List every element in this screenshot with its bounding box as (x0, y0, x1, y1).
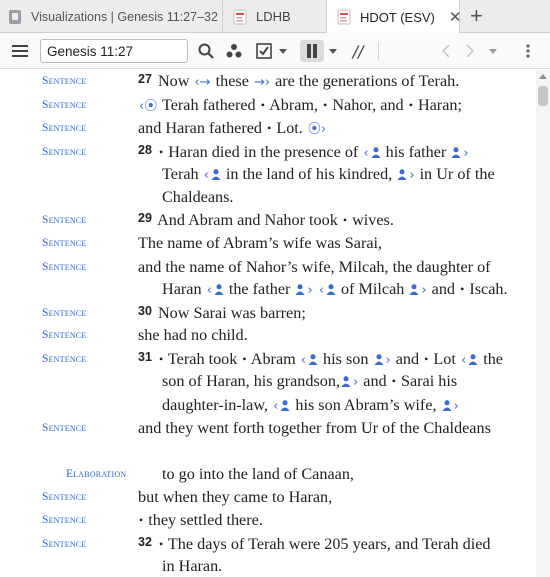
person-icon[interactable] (397, 169, 407, 180)
arrow-left-icon[interactable]: ‹→ (194, 75, 211, 90)
bracket-close: › (409, 168, 415, 183)
line-text: to go into the land of Canaan, (162, 465, 354, 483)
verse-number[interactable]: 29 (138, 211, 152, 225)
reference-input[interactable] (40, 39, 188, 63)
text-line (0, 232, 536, 255)
verse-number[interactable]: 27 (138, 72, 152, 86)
verse-number[interactable]: 30 (138, 304, 152, 318)
sentence-tag[interactable]: Sentence (42, 122, 87, 134)
line-text: • they settled there. (139, 511, 263, 529)
bullet: • (323, 98, 328, 112)
bracket-close: › (421, 283, 427, 298)
tab-ldhb[interactable] (222, 0, 326, 33)
line-text: 32 • The days of Terah were 205 years, and Terah died (138, 535, 491, 553)
bracket-open: ‹ (203, 168, 209, 183)
text-line (0, 278, 536, 301)
text-line (0, 302, 536, 325)
toolbar-divider (378, 42, 379, 60)
target-close-icon[interactable]: ⦿› (307, 122, 327, 137)
close-icon[interactable]: ✕ (448, 9, 462, 26)
scroll-up-arrow[interactable] (539, 74, 547, 79)
tab-hdot-esv[interactable] (326, 0, 460, 34)
bullet: • (267, 121, 272, 135)
bullet: • (460, 282, 465, 296)
search-icon[interactable] (196, 40, 216, 62)
sentence-tag[interactable]: Sentence (42, 329, 87, 341)
dropdown-icon[interactable] (276, 40, 290, 62)
bullet: • (391, 374, 396, 388)
line-text: daughter-in-law, ‹ his son Abram’s wife, › (162, 396, 459, 414)
new-tab-button[interactable]: + (470, 3, 483, 28)
line-text: and Haran fathered • Lot. ⦿› (138, 119, 327, 137)
tab-label: HDOT (ESV) (360, 9, 435, 25)
person-icon[interactable] (295, 284, 305, 295)
sentence-tag[interactable]: Sentence (42, 353, 87, 365)
target-open-icon[interactable]: ‹⦿ (139, 99, 158, 114)
person-icon[interactable] (451, 147, 461, 158)
bullet: • (424, 352, 429, 366)
line-text: son of Haran, his grandson, › and • Sarai his (162, 372, 458, 390)
arrow-right-icon[interactable]: →› (253, 75, 271, 90)
sentence-tag[interactable]: Sentence (42, 307, 87, 319)
bullet: • (139, 513, 144, 527)
back-icon[interactable] (436, 40, 456, 62)
person-icon[interactable] (371, 147, 381, 158)
sentence-tag[interactable]: Sentence (42, 422, 87, 434)
forward-icon[interactable] (460, 40, 480, 62)
bracket-close: › (453, 399, 459, 414)
sentence-tag[interactable]: Sentence (42, 491, 87, 503)
text-line (0, 141, 536, 164)
text-line (0, 370, 536, 393)
line-text: she had no child. (138, 326, 248, 344)
person-icon[interactable] (280, 400, 290, 411)
bracket-close: › (307, 283, 313, 298)
bracket-open: ‹ (273, 399, 279, 414)
bracket-open: ‹ (460, 353, 467, 368)
bullet: • (242, 352, 247, 366)
line-text: 31 • Terah took • Abram ‹ his son › and • Lot ‹ the (138, 350, 503, 368)
text-line (0, 209, 536, 232)
scrollbar-thumb[interactable] (538, 86, 548, 106)
verse-number[interactable]: 31 (138, 350, 152, 364)
checklist-icon[interactable] (254, 40, 274, 62)
line-text: in Haran. (162, 557, 223, 575)
tab-visualizations[interactable] (0, 0, 222, 33)
bracket-close: › (353, 375, 359, 390)
text-line (0, 348, 536, 371)
person-icon[interactable] (468, 354, 478, 365)
bracket-open: ‹ (363, 146, 369, 161)
text-line (0, 555, 536, 577)
bracket-open: ‹ (318, 283, 324, 298)
text-line (0, 117, 536, 140)
bullet: • (158, 352, 164, 366)
person-icon[interactable] (374, 354, 384, 365)
bracket-close: › (463, 146, 469, 161)
scrollbar[interactable] (536, 70, 550, 577)
toolbar (0, 33, 550, 69)
bullet: • (158, 145, 164, 159)
visual-filter-icon[interactable] (224, 40, 244, 62)
text-line (0, 509, 536, 532)
sentence-tag[interactable]: Sentence (42, 214, 87, 226)
verse-number[interactable]: 32 (138, 535, 152, 549)
text-line (0, 463, 536, 486)
person-icon[interactable] (409, 284, 419, 295)
dropdown-icon[interactable] (326, 40, 340, 62)
text-line (0, 70, 536, 93)
text-line (0, 163, 536, 186)
person-icon[interactable] (308, 354, 318, 365)
person-icon[interactable] (211, 169, 221, 180)
sentence-tag[interactable]: Sentence (42, 146, 87, 158)
dropdown-icon[interactable] (486, 40, 500, 62)
text-line (0, 533, 536, 556)
person-icon[interactable] (442, 400, 452, 411)
bullet: • (158, 537, 164, 551)
bullet: • (408, 98, 413, 112)
bracket-open: ‹ (206, 283, 212, 298)
person-icon[interactable] (341, 376, 351, 387)
bullet: • (342, 213, 348, 227)
line-text: 28 • Haran died in the presence of ‹ his father › (138, 143, 469, 161)
sentence-tag[interactable]: Sentence (42, 237, 87, 249)
resource-icon (8, 9, 22, 25)
text-line (0, 94, 536, 117)
line-text: 29 And Abram and Nahor took • wives. (138, 211, 394, 229)
line-text: ‹⦿ Terah fathered • Abram, • Nahor, and • Haran; (139, 96, 462, 114)
more-options-icon[interactable] (518, 40, 538, 62)
sentence-tag[interactable]: Sentence (42, 261, 87, 273)
person-icon[interactable] (214, 284, 224, 295)
menu-icon[interactable] (10, 40, 30, 62)
elaboration-tag[interactable]: Elaboration (66, 468, 127, 480)
tab-label: LDHB (256, 9, 291, 24)
parallel-icon[interactable] (300, 40, 324, 62)
line-text: and the name of Nahor’s wife, Milcah, the daughter of (138, 258, 491, 276)
book-icon (337, 9, 351, 25)
line-text: but when they came to Haran, (138, 488, 333, 506)
text-line (0, 324, 536, 347)
verse-number[interactable]: 28 (138, 143, 152, 157)
sentence-tag[interactable]: Sentence (42, 538, 87, 550)
sentence-tag[interactable]: Sentence (42, 99, 87, 111)
tab-bar (0, 0, 550, 33)
text-line (0, 394, 536, 417)
line-text: Chaldeans. (162, 188, 234, 206)
line-text: The name of Abram’s wife was Sarai, (138, 234, 383, 252)
tab-label: Visualizations | Genesis 11:27–32 (31, 9, 218, 24)
line-text: and they went forth together from Ur of the Chaldeans (138, 419, 491, 437)
line-text: Haran ‹ the father › ‹ of Milcah › and • Iscah. (162, 280, 508, 298)
text-line (0, 256, 536, 279)
line-text: 30 Now Sarai was barren; (138, 304, 306, 322)
book-icon (233, 9, 247, 25)
person-icon[interactable] (326, 284, 336, 295)
bracket-open: ‹ (300, 353, 306, 368)
sentence-tag[interactable]: Sentence (42, 514, 87, 526)
text-line (0, 486, 536, 509)
text-line (0, 186, 536, 209)
bracket-close: › (385, 353, 391, 368)
line-text: Terah ‹ in the land of his kindred, › in Ur of the (162, 165, 495, 183)
text-line (0, 417, 536, 440)
sentence-tag[interactable]: Sentence (42, 75, 87, 87)
line-text: 27 Now ‹→ these →› are the generations of Terah. (138, 72, 460, 90)
bullet: • (260, 98, 265, 112)
interlinear-icon[interactable]: // (352, 41, 364, 61)
